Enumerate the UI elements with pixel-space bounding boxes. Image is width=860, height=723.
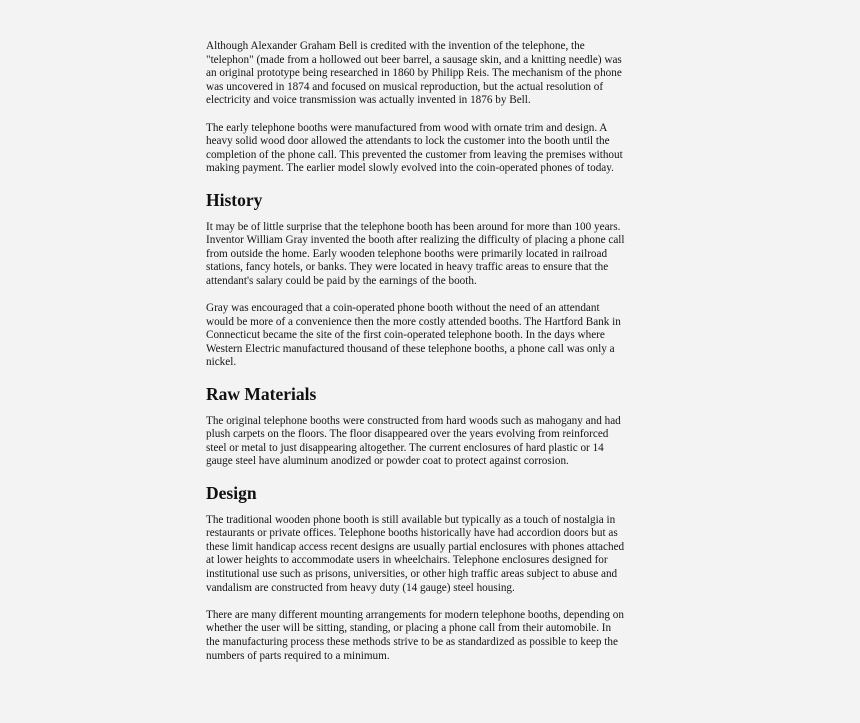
history-paragraph: It may be of little surprise that the telephone booth has been around for more than 100 years. Inventor William Gray invented the booth after realizing the difficulty of placing a phone call from outside the home. Early wooden telephone booths were primarily located in railroad stations, fancy hotels, or banks. They were located in heavy traffic areas to ensure that the attendant's salary could be paid by the earnings of the booth. — [206, 220, 625, 287]
history-paragraph: Gray was encouraged that a coin-operated phone booth without the need of an attendant would be more of a convenience then the more costly attended booths. The Hartford Bank in Connecticut became the site of the first coin-operated telephone booth. In the days where Western Electric manufactured thousand of these telephone booths, a phone call was only a nickel. — [206, 302, 621, 369]
document-body — [206, 40, 666, 677]
design-paragraph: There are many different mounting arrangements for modern telephone booths, depending on whether the user will be sitting, standing, or placing a phone call from their automobile. In the manufacturing process these methods strive to be as standardized as possible to keep the numbers of parts required to a minimum. — [206, 608, 624, 662]
intro-paragraph: The early telephone booths were manufactured from wood with ornate trim and design. A heavy solid wood door allowed the attendants to lock the customer into the booth until the completion of the phone call. This prevented the customer from leaving the premises without making payment. The earlier model slowly evolved into the coin-operated phones of today. — [206, 121, 623, 175]
design-paragraph: The traditional wooden phone booth is still available but typically as a touch of nostalgia in restaurants or private offices. Telephone booths historically have had accordion doors but as these limit handicap access recent designs are usually partial enclosures with phones attached at lower heights to accommodate users in wheelchairs. Telephone enclosures designed for institutional use such as prisons, universities, or other high traffic areas subject to abuse and vandalism are constructed from heavy duty (14 gauge) steel housing. — [206, 513, 625, 594]
section-heading-raw-materials: Raw Materials — [206, 383, 317, 404]
section-heading-history: History — [206, 189, 263, 210]
section-heading-design: Design — [206, 482, 257, 503]
raw-materials-paragraph: The original telephone booths were constructed from hard woods such as mahogany and had plush carpets on the floors. The floor disappeared over the years evolving from reinforced steel or metal to just disappearing altogether. The current enclosures of hard plastic or 14 gauge steel have aluminum anodized or powder coat to protect against corrosion. — [206, 414, 621, 468]
intro-paragraph: Although Alexander Graham Bell is credited with the invention of the telephone, the "telephon" (made from a hollowed out beer barrel, a sausage skin, and a knitting needle) was an original prototype being researched in 1860 by Philipp Reis. The mechanism of the phone was uncovered in 1874 and focused on musical reproduction, but the actual resolution of electricity and voice transmission was actually invented in 1876 by Bell. — [206, 40, 622, 107]
